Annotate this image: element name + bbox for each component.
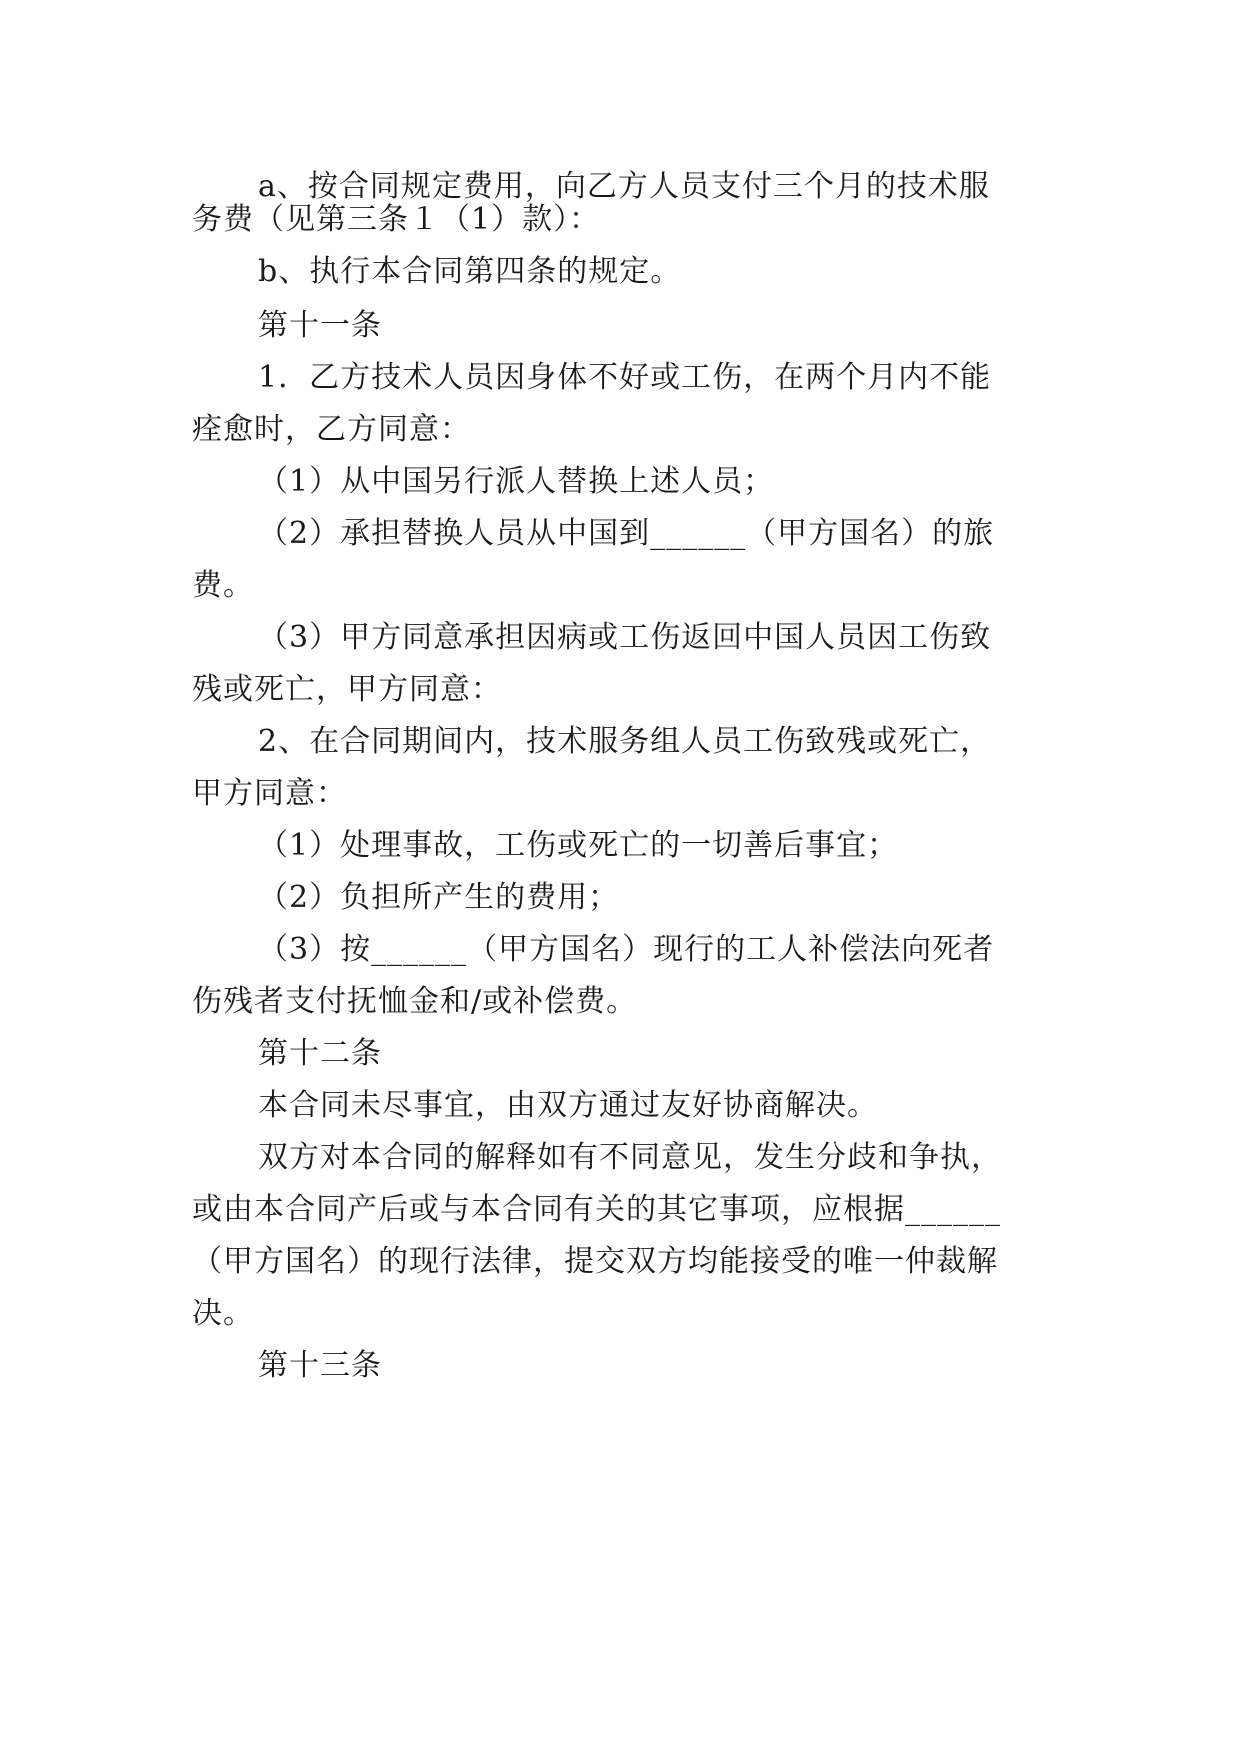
paragraph-line: a、按合同规定费用，向乙方人员支付三个月的技术服 — [258, 169, 990, 204]
paragraph-line: 决。 — [192, 1296, 254, 1331]
paragraph-line: 或由本合同产后或与本合同有关的其它事项，应根据______ — [192, 1192, 1001, 1227]
list-item: （1）从中国另行派人替换上述人员； — [258, 464, 775, 499]
list-item: （3）按______（甲方国名）现行的工人补偿法向死者 — [258, 932, 995, 967]
paragraph-line: （甲方国名）的现行法律，提交双方均能接受的唯一仲裁解 — [192, 1244, 998, 1279]
list-item: （1）处理事故，工伤或死亡的一切善后事宜； — [258, 828, 899, 863]
paragraph-line: 痊愈时，乙方同意： — [192, 412, 471, 447]
paragraph-line: 伤残者支付抚恤金和/或补偿费。 — [192, 984, 638, 1019]
paragraph-line: 双方对本合同的解释如有不同意见，发生分歧和争执， — [258, 1140, 1002, 1175]
article-heading: 第十三条 — [258, 1348, 382, 1383]
paragraph-line: 本合同未尽事宜，由双方通过友好协商解决。 — [258, 1088, 878, 1123]
paragraph-line: 务费（见第三条１（1）款）： — [192, 202, 601, 237]
list-item: （2）负担所产生的费用； — [258, 880, 620, 915]
article-heading: 第十一条 — [258, 308, 382, 343]
paragraph-line: b、执行本合同第四条的规定。 — [258, 254, 682, 289]
paragraph-line: 甲方同意： — [192, 776, 347, 811]
paragraph-line: 1．乙方技术人员因身体不好或工伤，在两个月内不能 — [258, 360, 992, 395]
article-heading: 第十二条 — [258, 1036, 382, 1071]
list-item: （3）甲方同意承担因病或工伤返回中国人员因工伤致 — [258, 620, 992, 655]
paragraph-line: 2、在合同期间内，技术服务组人员工伤致残或死亡， — [258, 724, 992, 759]
paragraph-line: 费。 — [192, 568, 254, 603]
list-item: （2）承担替换人员从中国到______（甲方国名）的旅 — [258, 516, 995, 551]
paragraph-line: 残或死亡，甲方同意： — [192, 672, 502, 707]
